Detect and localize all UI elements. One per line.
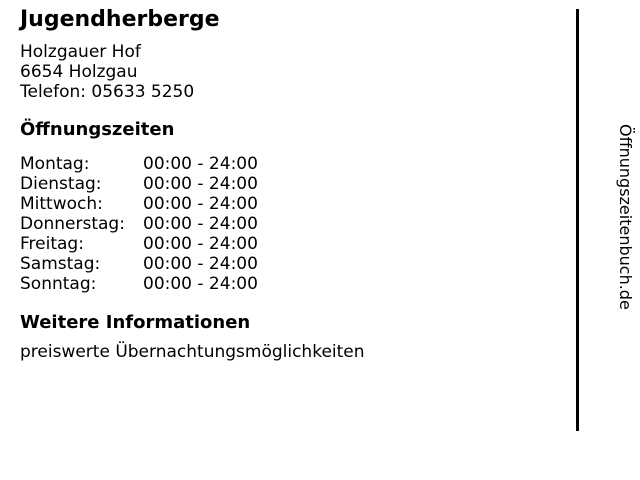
day-label: Samstag: (20, 254, 101, 274)
hours-row-friday (20, 234, 258, 254)
address-line-1: Holzgauer Hof (20, 42, 141, 62)
hours-row-monday (20, 154, 258, 174)
watermark-divider-rule (576, 9, 579, 431)
hours-row-sunday (20, 274, 258, 294)
address-line-2: 6654 Holzgau (20, 62, 138, 82)
day-label: Montag: (20, 154, 90, 174)
watermark-site-name: Öffnungszeitenbuch.de (616, 124, 635, 310)
info-heading: Weitere Informationen (20, 312, 251, 333)
time-value: 00:00 - 24:00 (143, 234, 258, 254)
time-value: 00:00 - 24:00 (143, 174, 258, 194)
day-label: Sonntag: (20, 274, 97, 294)
day-label: Freitag: (20, 234, 84, 254)
time-value: 00:00 - 24:00 (143, 154, 258, 174)
time-value: 00:00 - 24:00 (143, 274, 258, 294)
info-text: preiswerte Übernachtungsmöglichkeiten (20, 342, 365, 362)
page-title: Jugendherberge (20, 7, 220, 32)
hours-row-wednesday (20, 194, 258, 214)
phone-line: Telefon: 05633 5250 (20, 82, 195, 102)
time-value: 00:00 - 24:00 (143, 254, 258, 274)
hours-row-thursday (20, 214, 258, 234)
address-block (20, 42, 194, 102)
hours-heading: Öffnungszeiten (20, 119, 175, 140)
hours-row-saturday (20, 254, 258, 274)
day-label: Mittwoch: (20, 194, 103, 214)
day-label: Dienstag: (20, 174, 102, 194)
time-value: 00:00 - 24:00 (143, 194, 258, 214)
time-value: 00:00 - 24:00 (143, 214, 258, 234)
day-label: Donnerstag: (20, 214, 125, 234)
hours-table (20, 154, 258, 294)
hours-row-tuesday (20, 174, 258, 194)
